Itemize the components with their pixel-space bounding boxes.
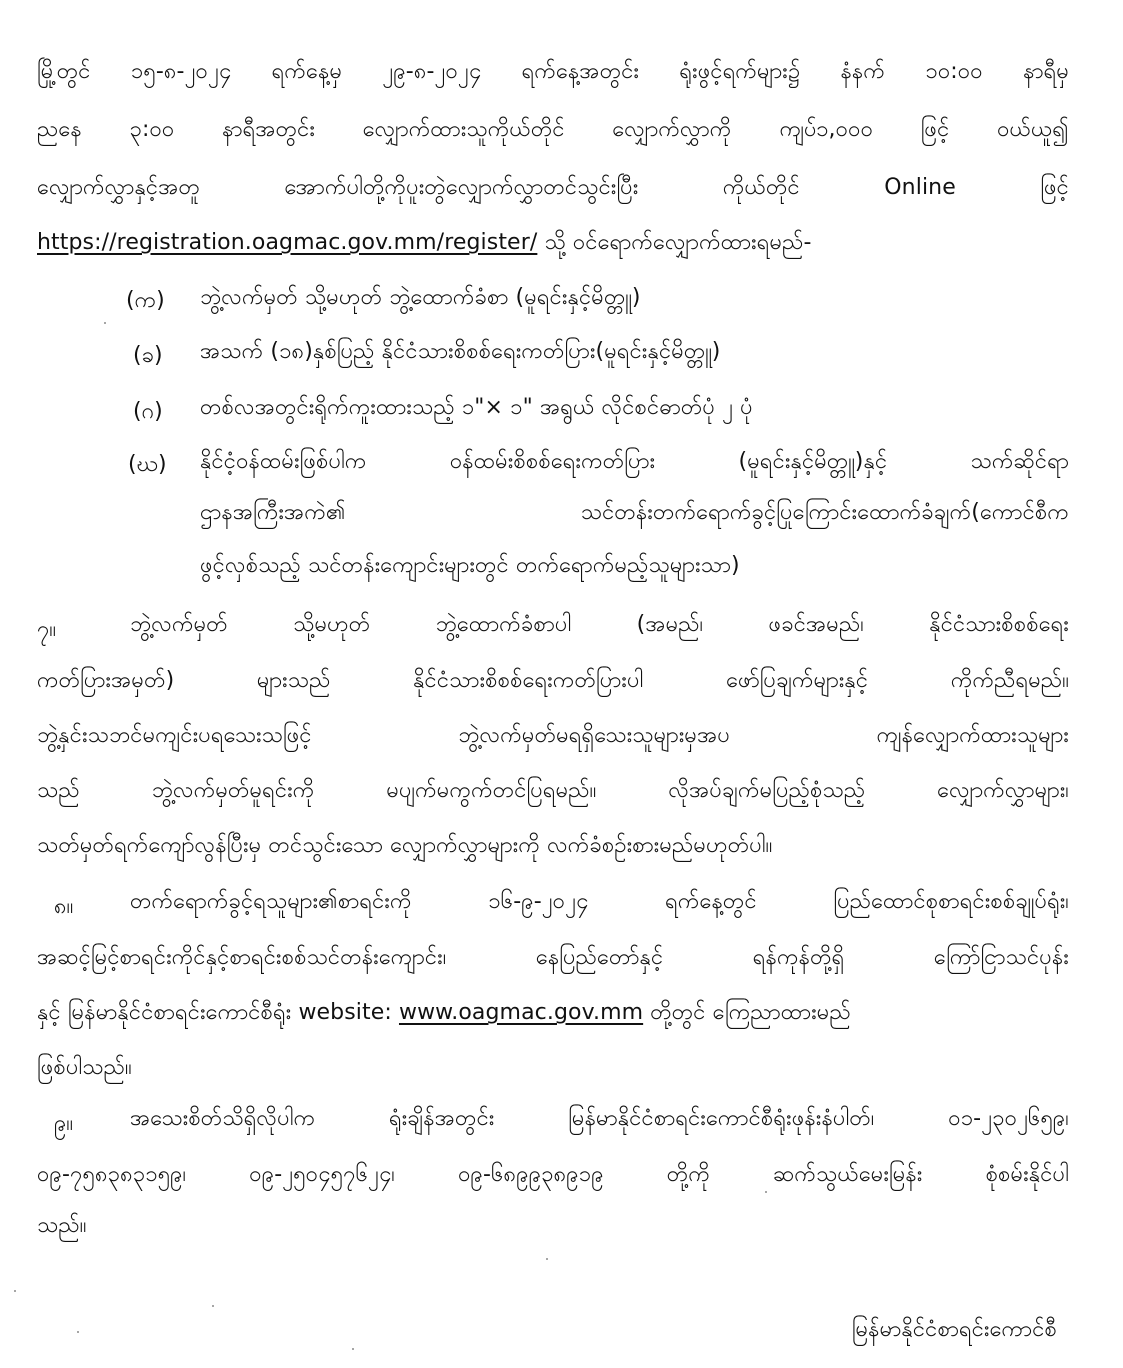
- intro-line-1: မြို့တွင် ၁၅-၈-၂၀၂၄ ရက်နေ့မှ ၂၉-၈-၂၀၂၄ ရက်နေ့အတွင်း ရုံးဖွင့်ရက်များ၌ နံနက် ၁၀:၀၀ နာရီမှ: [37, 59, 1069, 84]
- item-d-line-1: နိုင်ငံ့ဝန်ထမ်းဖြစ်ပါက ဝန်ထမ်းစိစစ်ရေးကတ်ပြား (မူရင်းနှင့်မိတ္တူ)နှင့် သက်ဆိုင်ရာ: [200, 449, 1069, 474]
- scan-speck: [14, 1290, 16, 1292]
- item-d-line-2: ဌာနအကြီးအကဲ၏ သင်တန်းတက်ရောက်ခွင့်ပြုကြောင်းထောက်ခံချက်(ကောင်စီက: [200, 500, 1069, 525]
- item-c-marker: (ဂ): [133, 399, 163, 424]
- scan-speck: [77, 1331, 79, 1333]
- para-7-number: ၇။: [37, 617, 57, 642]
- item-c-text: တစ်လအတွင်းရိုက်ကူးထားသည့် ၁"× ၁" အရွယ် လိုင်စင်ဓာတ်ပုံ ၂ ပုံ: [200, 395, 753, 420]
- para-8-line-1: တက်ရောက်ခွင့်ရသူများ၏စာရင်းကို ၁၆-၉-၂၀၂၄ ရက်နေ့တွင် ပြည်ထောင်စုစာရင်းစစ်ချုပ်ရုံး၊: [130, 889, 1069, 914]
- intro-line-4: [37, 227, 812, 259]
- item-d-marker: (ဃ): [128, 452, 167, 477]
- para-9-number: ၉။: [54, 1111, 74, 1136]
- para-9-line-1: အသေးစိတ်သိရှိလိုပါက ရုံးချိန်အတွင်း မြန်မာနိုင်ငံစာရင်းကောင်စီရုံးဖုန်းနံပါတ်၊ ၀၁-၂၃၀၂၆၅၉၊: [130, 1106, 1069, 1131]
- scan-speck: [765, 1191, 767, 1193]
- para-8-line-3: [37, 997, 1069, 1029]
- item-b-text: အသက် (၁၈)နှစ်ပြည့် နိုင်ငံသားစိစစ်ရေးကတ်ပြား(မူရင်းနှင့်မိတ္တူ): [200, 339, 721, 364]
- intro-line-3: လျှောက်လွှာနှင့်အတူ အောက်ပါတို့ကိုပူးတွဲလျှောက်လွှာတင်သွင်းပြီး ကိုယ်တိုင် Online ဖြင့်: [37, 175, 1069, 200]
- signature: မြန်မာနိုင်ငံစာရင်းကောင်စီ: [851, 1317, 1057, 1342]
- para-7-line-3: ဘွဲ့နှင်းသဘင်မကျင်းပရသေးသဖြင့် ဘွဲ့လက်မှတ်မရရှိသေးသူများမှအပ ကျန်လျှောက်ထားသူများ: [37, 723, 1069, 748]
- item-a-text: ဘွဲ့လက်မှတ် သို့မဟုတ် ဘွဲ့ထောက်ခံစာ (မူရင်းနှင့်မိတ္တူ): [200, 285, 641, 310]
- para-7-line-5: သတ်မှတ်ရက်ကျော်လွန်ပြီးမှ တင်သွင်းသော လျှောက်လွှာများကို လက်ခံစဉ်းစားမည်မဟုတ်ပါ။: [37, 833, 773, 858]
- scan-speck: [104, 322, 106, 324]
- para-7-line-4: သည် ဘွဲ့လက်မှတ်မူရင်းကို မပျက်မကွက်တင်ပြရမည်။ လိုအပ်ချက်မပြည့်စုံသည့် လျှောက်လွှာများ၊: [37, 778, 1069, 803]
- para-9-line-2: ၀၉-၇၅၈၃၈၃၁၅၉၊ ၀၉-၂၅၀၄၅၇၆၂၄၊ ၀၉-၆၈၉၉၃၈၉၁၉ တို့ကို ဆက်သွယ်မေးမြန်း စုံစမ်းနိုင်ပါ: [37, 1162, 1069, 1187]
- intro-line-4-rest: သို့ ဝင်ရောက်လျှောက်ထားရမည်-: [537, 230, 812, 255]
- para-9-line-3: သည်။: [37, 1213, 87, 1238]
- item-b-marker: (ခ): [133, 343, 163, 368]
- para-8-number: ၈။: [54, 894, 74, 919]
- para-7-line-2: ကတ်ပြားအမှတ်) များသည် နိုင်ငံသားစိစစ်ရေးကတ်ပြားပါ ဖော်ပြချက်များနှင့် ကိုက်ညီရမည်။: [37, 668, 1069, 693]
- para-8-website-suffix: တို့တွင် ကြေညာထားမည်: [643, 1000, 851, 1025]
- item-a-marker: (က): [126, 288, 165, 313]
- scan-speck: [352, 1348, 354, 1350]
- scan-speck: [212, 1305, 214, 1307]
- para-7-line-1: ဘွဲ့လက်မှတ် သို့မဟုတ် ဘွဲ့ထောက်ခံစာပါ (အမည်၊ ဖခင်အမည်၊ နိုင်ငံသားစိစစ်ရေး: [130, 612, 1069, 637]
- para-8-line-2: အဆင့်မြင့်စာရင်းကိုင်နှင့်စာရင်းစစ်သင်တန်းကျောင်း၊ နေပြည်တော်နှင့် ရန်ကုန်တို့ရှိ ကြော်ငြာသင်ပုန်း: [37, 945, 1069, 970]
- para-8-website-prefix: နှင့် မြန်မာနိုင်ငံစာရင်းကောင်စီရုံး website:: [37, 1000, 399, 1025]
- item-d-line-3: ဖွင့်လှစ်သည့် သင်တန်းကျောင်းများတွင် တက်ရောက်မည့်သူများသာ): [200, 553, 740, 578]
- website-link[interactable]: www.oagmac.gov.mm: [398, 1000, 644, 1025]
- registration-link[interactable]: https://registration.oagmac.gov.mm/register/: [37, 230, 538, 255]
- scan-speck: [546, 1258, 548, 1260]
- intro-line-2: ညနေ ၃:၀၀ နာရီအတွင်း လျှောက်ထားသူကိုယ်တိုင် လျှောက်လွှာကို ကျပ်၁,၀၀၀ ဖြင့် ဝယ်ယူ၍: [37, 117, 1069, 142]
- para-8-line-4: ဖြစ်ပါသည်။: [37, 1055, 132, 1080]
